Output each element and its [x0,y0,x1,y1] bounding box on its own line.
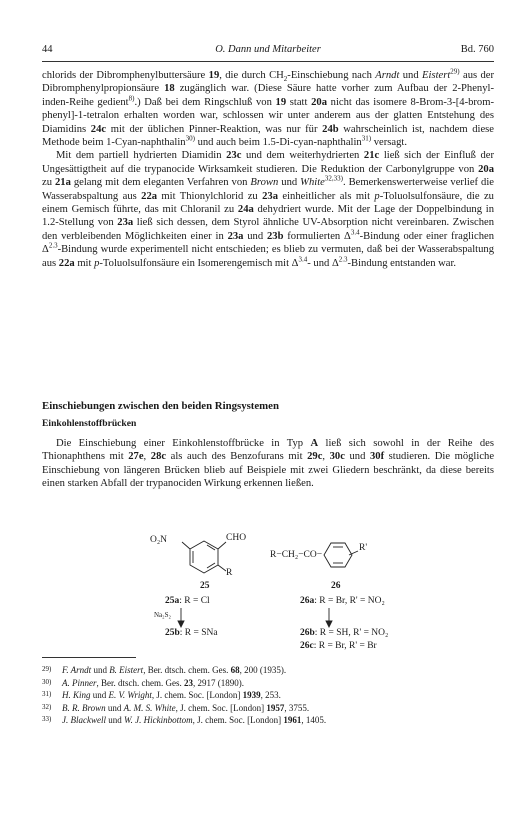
text-run: und [278,177,301,189]
text-run: und [105,702,124,713]
text-run: 3.4 [350,228,360,237]
row-26c-text: : R = Br, R' = Br [313,641,377,651]
text-run: 1961 [283,715,302,726]
text-run: 24a [237,204,254,216]
footnote-number: 32) [42,702,52,711]
compound-26-chain-label: R−CH₂−CO− [270,550,323,560]
text-run: A. M. S. White [123,702,176,713]
row-25b-label: 25b [165,628,180,638]
text-run: , Ber. dtsch. chem. Ges. [96,677,184,688]
text-run: 1957 [266,702,285,713]
text-run: 24c [90,123,107,135]
text-run: B. R. Brown [62,702,106,713]
running-title-text: O. Dann und Mitarbeiter [215,44,321,55]
row-25a-label: 25a [165,596,180,606]
row-26a [300,596,385,606]
text-run: statt [286,96,312,108]
text-run: nicht das isomere 8-Brom-3-[4-brom-phenyl]-1-tetralon erhalten worden war, schlossen wir unter anderem aus der glatten Entstehung des Diamidins [42,96,495,135]
text-run: , 2917 (1890). [192,677,244,688]
text-run: mit Thionylchlorid zu [157,190,263,202]
text-run: , Ber. dtsch. chem. Ges. [143,665,231,675]
text-run: aus der Dibromphenylpropionsäure [42,70,495,95]
row-26c-label: 26c [300,641,314,651]
text-run: und [243,230,267,242]
text-run: , J. chem. Soc. [London] [151,690,243,701]
row-25b [165,628,218,638]
text-run: -Einschiebung nach [287,70,376,81]
text-run: 2 [283,75,288,84]
text-run: 29) [450,67,460,76]
text-run: , die durch CH [219,70,284,81]
text-run: ließ sich dessen, dem Styrol ähnliche UV-Absorption nicht vereinbaren. Zwischen den verbleibenden Möglichkeiten einer in [42,217,494,242]
text-run: mit der üblichen Pinner-Reaktion, was nur für [106,123,323,135]
text-run: formulierten Δ [283,230,351,242]
text-run: -Toluolsulfonsäure, die zu einem Gemisch führte, das mit Chloranil zu [42,190,494,216]
text-run: und [91,665,110,675]
row-26c [300,641,377,651]
text-run: Die Einschiebung einer Einkohlenstoffbrücke in Typ [56,438,311,449]
text-run: 22a [141,190,158,202]
footnote-number: 31) [42,690,52,699]
text-run: E. V. Wright [108,690,152,701]
text-run: 23b [266,230,284,242]
text-run: 8) [128,94,135,103]
text-run: dehydriert wurde. Mit der Lage der Doppelbindung in 1.2-Stellung von [42,204,494,229]
reaction-arrows [178,608,332,627]
text-run: 3.4 [298,255,308,264]
text-run: Arndt [375,70,400,81]
nitro-group-label: O₂N [150,535,168,545]
footnote-number: 29) [42,665,52,673]
text-run: 32,33) [324,174,343,183]
text-run: Mit dem partiell hydrierten Diamidin [56,150,227,162]
text-run: 21a [54,177,71,189]
aldehyde-group-label: CHO [226,533,247,543]
text-run: , 253. [260,690,281,701]
text-run: , 1405. [301,715,327,726]
text-run: 31) [361,134,372,143]
subsection-heading: Einkohlenstoffbrücken [42,418,137,429]
text-run: zu [42,177,55,189]
section-heading: Einschiebungen zwischen den beiden Ringsystemen [42,400,279,412]
text-run: 68 [230,665,240,675]
page-number: 44 [42,44,53,55]
text-run: -Bindung wurde experimentell nicht entschieden; es blieb zu vermuten, daß bei der Wasserabspaltung aus [42,244,494,269]
text-run: chlorids der Dibromphenylbuttersäure [42,70,209,81]
text-run: B. Eistert [109,665,144,675]
footnote-item [42,689,494,702]
text-run: 24b [322,123,339,135]
text-run: -Bindung entstanden war. [347,257,457,269]
text-run: 28c [150,451,167,463]
text-run: 2.3 [338,255,348,264]
text-run: 30f [369,451,385,463]
compound-25-number: 25 [200,581,210,591]
text-run: 23a [227,230,244,242]
reagent-label: Na₂S₂ [154,611,171,619]
text-run: 29c [307,451,323,463]
text-run: 23a [117,217,134,229]
footnote-number: 33) [42,715,52,724]
text-run: A [310,438,319,449]
text-run: p [94,257,100,269]
benzene-ring-25 [182,541,226,573]
text-run: H. King [62,690,91,701]
text-run: p [374,190,380,202]
text-run: W. J. Hickinbottom [123,715,193,726]
text-run: 20a [311,96,327,108]
substituent-r-label: R [226,568,233,578]
text-run: versagt. [371,137,407,149]
text-run: und auch beim 1.5-Di-cyan-naphthalin [194,137,362,149]
text-run: zugänglich war. (Diese Säure hatte vorher zum Aufbau der 2-Phenyl-inden-Reihe gedient [42,83,494,108]
row-26b [300,628,388,638]
text-run: 1939 [242,690,261,701]
text-run: A. Pinner [62,677,97,688]
text-run: 23 [183,677,193,688]
footnote-number: 30) [42,677,52,686]
text-run: 20a [478,163,494,175]
text-run: studieren. Die mögliche Einschiebung von längeren Brücken blieb auf Beispiele mit zwei Gliedern beschränkt, da diese bereits einen starken Abfall der trypanociden Wirkung erkennen ließen. [42,451,495,490]
text-run: ließ sich der Einfluß der Ungesättigtheit auf die trypanocide Wirksamkeit studieren. Die Reduktion der Carbonylgruppe von [42,150,494,175]
text-run: und [105,715,124,726]
benzene-ring-26 [324,543,358,567]
text-run: Brown [250,177,279,189]
row-25b-text: : R = SNa [179,628,218,638]
text-run: Eistert [422,70,451,81]
text-run: 30) [185,134,195,143]
text-run: 23c [226,150,242,162]
text-run: wahrscheinlich ist, nachdem diese Methode beim 1-Cyan-naphthalin [42,123,494,149]
row-26a-text: : R = Br, R' = NO₂ [314,596,385,606]
text-run: 2.3 [48,241,58,250]
text-run: , J. chem. Soc. [London] [175,702,267,713]
text-run: 19 [275,96,287,108]
substituent-r-prime-label: R' [359,543,368,553]
row-26b-label: 26b [300,628,315,638]
text-run: und [344,451,370,463]
text-run: einheitlicher als mit [278,190,375,202]
text-run: mit [74,257,95,269]
row-26a-label: 26a [300,596,315,606]
compound-26-number: 26 [331,581,341,591]
footnote-item [42,702,494,715]
text-run: - und Δ [307,257,339,269]
text-run: -Bindung oder einer fraglichen Δ [42,230,494,256]
text-run: 22a [58,257,75,269]
text-run: , [143,451,151,463]
text-run: und [399,70,423,81]
text-run: F. Arndt [62,665,92,675]
footnotes [42,664,494,727]
text-run: -Toluolsulfonsäure ein Isomerengemisch mit Δ [99,257,299,269]
text-run: gelang mit dem eleganten Verfahren von [70,177,251,189]
text-run: 30c [329,451,345,463]
text-run: 27e [128,451,144,463]
text-run: als auch des Benzofurans mit [166,451,308,463]
text-run: 23a [262,190,278,202]
row-25a-text: : R = Cl [179,596,210,606]
volume-label: Bd. 760 [460,44,494,55]
row-25a [165,596,210,606]
text-run: ließ sich sowohl in der Reihe des Thionaphthens mit [42,438,494,463]
footnote-item [42,664,494,677]
footnote-item [42,714,494,727]
text-run: und dem weiterhydrierten [241,150,364,162]
text-run: 19 [208,70,220,81]
text-run: 18 [164,83,175,95]
footnote-item [42,677,494,690]
text-run: , [322,451,330,463]
text-run: .) Daß bei dem Ringschluß von [134,96,276,108]
text-run: , 3755. [284,702,310,713]
footnote-rule [42,657,136,658]
text-run: . Bemerkenswerterweise verlief die Wasserabspaltung aus [42,177,495,202]
text-run: und [90,690,109,701]
text-run: , J. chem. Soc. [London] [192,715,284,726]
text-run: White [300,177,325,189]
text-run: J. Blackwell [62,715,106,726]
text-run: , 200 (1935). [239,665,287,675]
text-run: 21c [363,150,380,162]
row-26b-text: : R = SH, R' = NO₂ [314,628,389,638]
